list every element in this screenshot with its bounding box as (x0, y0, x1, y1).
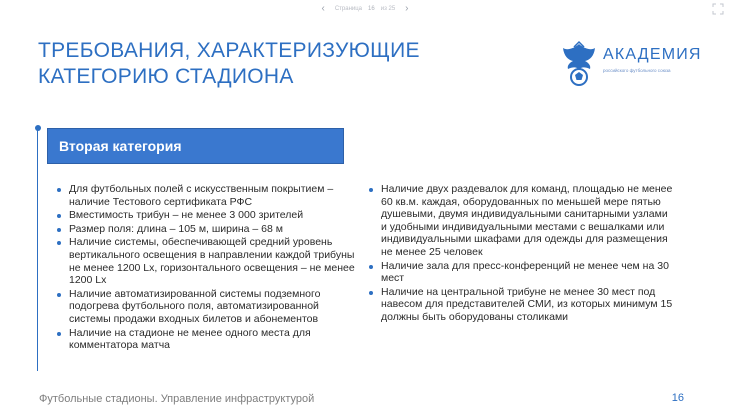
current-page-input[interactable]: 16 (368, 6, 375, 12)
list-item: Наличие системы, обеспечивающей средний уровень вертикального освещения в направлении каждой трибуны не менее 1200 Lx, горизонтального освещения – не менее 1200 Lx (56, 236, 356, 286)
list-item: Наличие на центральной трибуне не менее 30 мест под навесом для представителей СМИ, из которых минимум 15 должны быть оборудованы столиками (368, 286, 673, 324)
logo-name: АКАДЕМИЯ (603, 46, 702, 63)
list-item: Наличие двух раздевалок для команд, площадью не менее 60 кв.м. каждая, оборудованных по меньшей мере пятью душевыми, двумя индивидуальными санитарными узлами и удобными индивидуальными местами с вешалками или индивидуальными шкафами для одежды для размещения не менее 25 человек (368, 183, 673, 259)
fullscreen-icon[interactable] (712, 3, 724, 15)
page-number: 16 (671, 392, 684, 404)
timeline-dot (35, 125, 41, 131)
page-indicator (335, 6, 395, 12)
logo-subtitle: российского футбольного союза (603, 68, 671, 73)
academy-logo (560, 40, 710, 90)
viewer-toolbar (0, 0, 730, 18)
rfs-emblem-icon (560, 40, 598, 88)
list-item: Наличие автоматизированной системы подземного подогрева футбольного поля, автоматизированной системы продажи входных билетов и абонементов (56, 288, 356, 326)
list-item: Вместимость трибун – не менее 3 000 зрителей (56, 209, 356, 222)
page-label: Страница (334, 6, 363, 12)
list-item: Размер поля: длина – 105 м, ширина – 68 м (56, 223, 356, 236)
slide-title (38, 38, 458, 90)
category-label: Вторая категория (59, 138, 182, 154)
timeline-line (37, 128, 38, 371)
page-total: из 25 (380, 6, 396, 12)
category-header (47, 128, 344, 164)
requirements-list-left (56, 183, 356, 353)
list-item: Наличие зала для пресс-конференций не менее чем на 30 мест (368, 260, 673, 285)
chevron-left-icon[interactable]: ‹ (321, 3, 325, 14)
footer-caption: Футбольные стадионы. Управление инфраструктурой (39, 393, 315, 405)
title-line-2: КАТЕГОРИЮ СТАДИОНА (38, 65, 294, 88)
chevron-right-icon[interactable]: › (405, 3, 409, 14)
list-item: Наличие на стадионе не менее одного места для комментатора матча (56, 327, 356, 352)
list-item: Для футбольных полей с искусственным покрытием – наличие Тестового сертификата РФС (56, 183, 356, 208)
title-line-1: ТРЕБОВАНИЯ, ХАРАКТЕРИЗУЮЩИЕ (38, 39, 420, 62)
requirements-list-right (368, 183, 673, 325)
